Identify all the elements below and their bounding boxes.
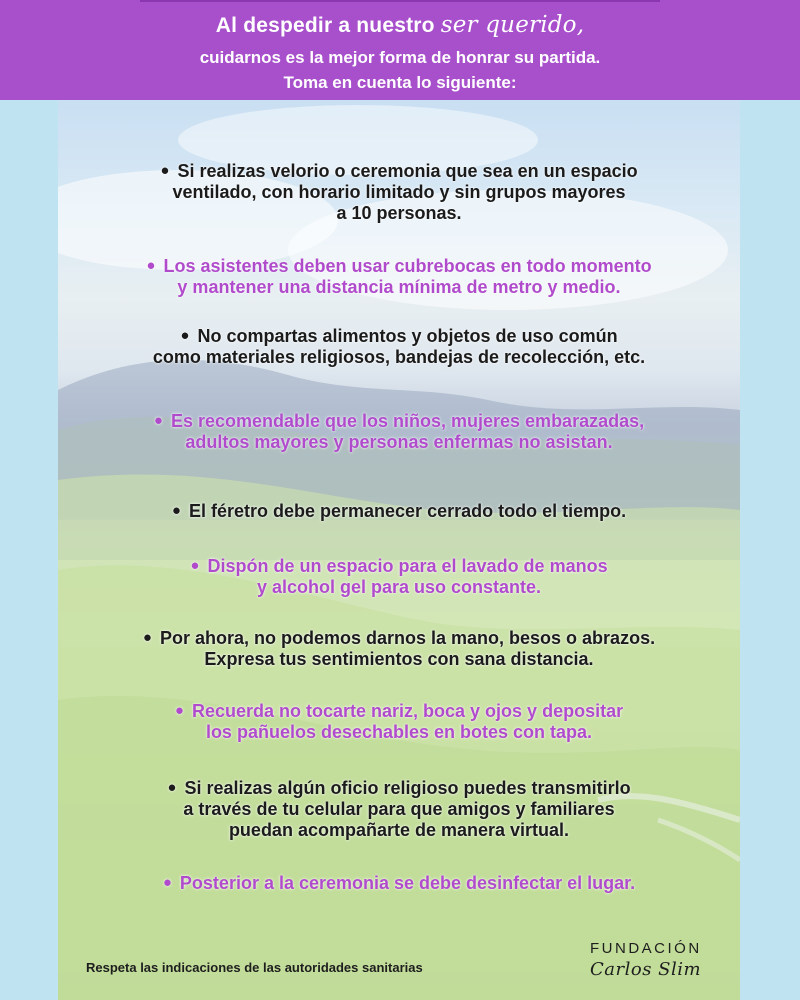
recommendation-7 [58, 627, 740, 670]
recommendation-line: los pañuelos desechables en botes con tapa. [205, 722, 593, 742]
bullet-icon: ● [180, 327, 190, 344]
header-subtitle: cuidarnos es la mejor forma de honrar su partida. [199, 48, 601, 67]
recommendation-line: El féretro debe permanecer cerrado todo el tiempo. [188, 501, 627, 521]
header-top-line [140, 0, 660, 2]
recommendation-line: Si realizas velorio o ceremonia que sea en un espacio [177, 161, 638, 181]
bullet-icon: ● [167, 779, 177, 796]
recommendation-line: No compartas alimentos y objetos de uso común [197, 326, 618, 346]
recommendation-line: Es recomendable que los niños, mujeres embarazadas, [170, 411, 645, 431]
recommendation-8 [58, 700, 740, 743]
landscape-illustration [58, 100, 740, 1000]
recommendation-line: Posterior a la ceremonia se debe desinfectar el lugar. [179, 873, 636, 893]
recommendation-line: Expresa tus sentimientos con sana distancia. [204, 649, 594, 669]
bullet-icon: ● [162, 874, 172, 891]
recommendation-2 [58, 255, 740, 298]
recommendation-line: puedan acompañarte de manera virtual. [228, 820, 570, 840]
fundacion-carlos-slim-logo [590, 940, 720, 980]
logo-line-2: Carlos Slim [590, 959, 702, 980]
header-title-prefix: Al despedir a nuestro [215, 14, 435, 37]
recommendation-1 [58, 160, 740, 224]
recommendation-line: Si realizas algún oficio religioso puedes transmitirlo [184, 778, 631, 798]
header-banner [0, 0, 800, 100]
bullet-icon: ● [153, 412, 163, 429]
bullet-icon: ● [160, 162, 170, 179]
header-subtitle-2: Toma en cuenta lo siguiente: [283, 73, 517, 92]
bullet-icon: ● [142, 629, 152, 646]
recommendation-6 [58, 555, 740, 598]
recommendation-line: como materiales religiosos, bandejas de recolección, etc. [152, 347, 646, 367]
recommendation-4 [58, 410, 740, 453]
bullet-icon: ● [190, 557, 200, 574]
recommendation-line: ventilado, con horario limitado y sin grupos mayores [172, 182, 626, 202]
recommendation-3 [58, 325, 740, 368]
footer-note: Respeta las indicaciones de las autoridades sanitarias [86, 960, 423, 975]
recommendation-line: a través de tu celular para que amigos y familiares [183, 799, 615, 819]
recommendation-10 [58, 872, 740, 894]
recommendation-line: y mantener una distancia mínima de metro y medio. [177, 277, 621, 297]
recommendation-line: Recuerda no tocarte nariz, boca y ojos y depositar [191, 701, 624, 721]
recommendation-line: Dispón de un espacio para el lavado de manos [207, 556, 608, 576]
bullet-icon: ● [146, 257, 156, 274]
header-title [0, 12, 800, 38]
recommendation-9 [58, 777, 740, 841]
recommendation-5 [58, 500, 740, 522]
recommendation-line: Los asistentes deben usar cubrebocas en todo momento [163, 256, 652, 276]
recommendation-line: Por ahora, no podemos darnos la mano, besos o abrazos. [159, 628, 656, 648]
logo-line-1: FUNDACIÓN [590, 940, 702, 957]
header-title-script: ser querido, [440, 12, 585, 38]
landscape-background [58, 100, 740, 1000]
bullet-icon: ● [171, 502, 181, 519]
recommendation-line: y alcohol gel para uso constante. [256, 577, 542, 597]
recommendation-line: a 10 personas. [336, 203, 462, 223]
recommendation-line: adultos mayores y personas enfermas no asistan. [185, 432, 613, 452]
bullet-icon: ● [174, 702, 184, 719]
